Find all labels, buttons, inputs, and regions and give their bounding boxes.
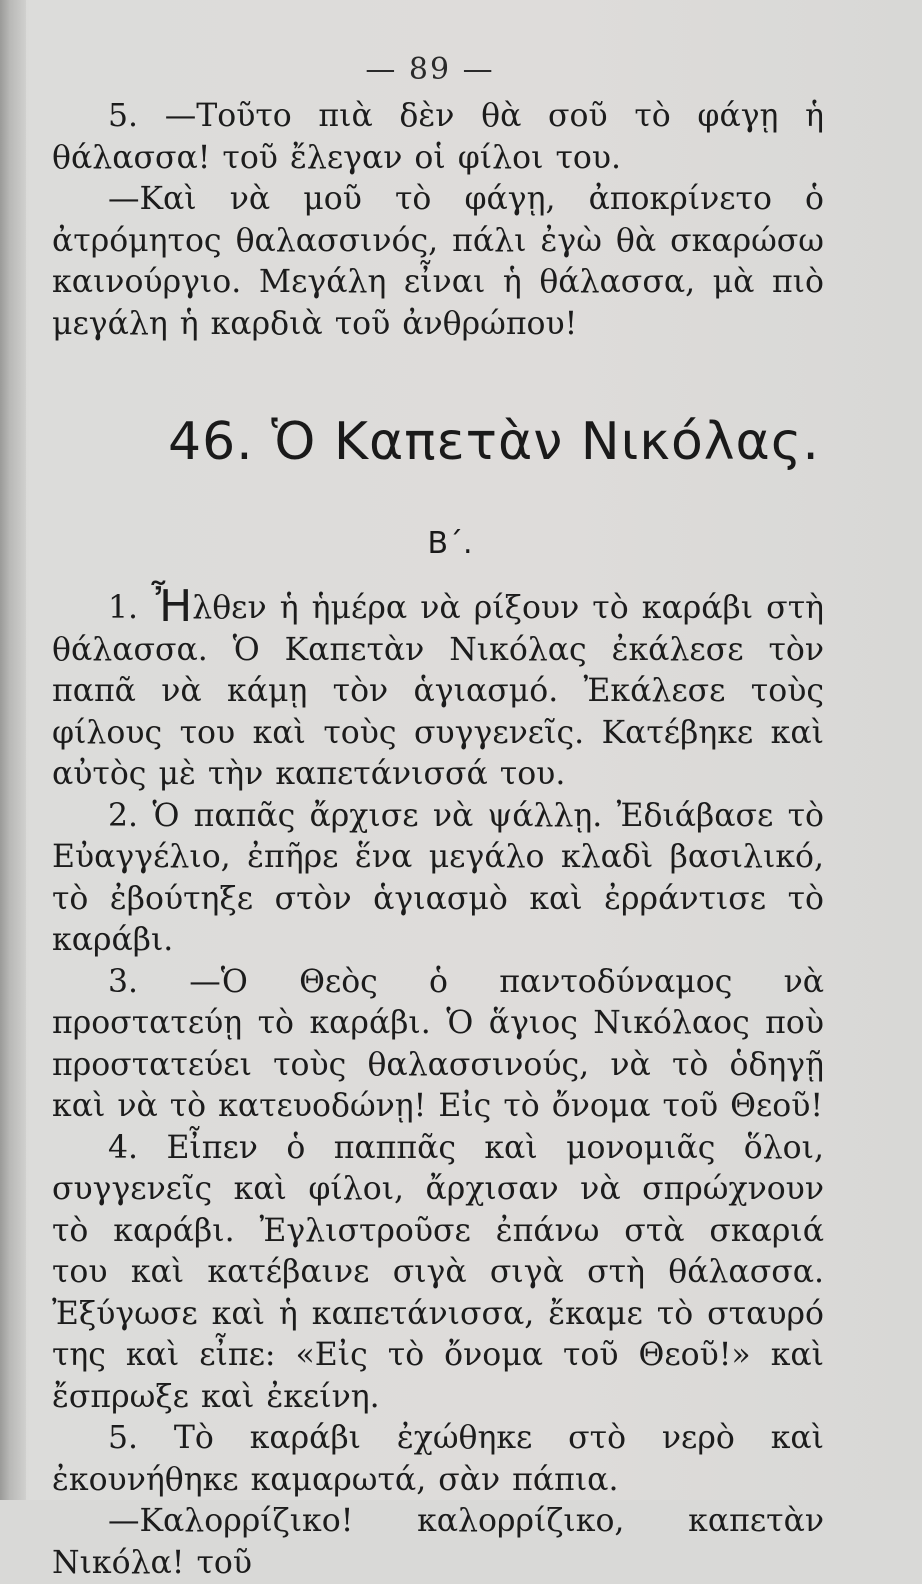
section-subtitle: Β΄. [427,526,473,561]
paragraph-1 [52,581,824,796]
paragraph-reply: —Καὶ νὰ μοῦ τὸ φάγῃ, ἀποκρίνετο ὁ ἀτρόμητος θαλασσινός, πάλι ἐγὼ θὰ σκαρώσω καινούργιο. Μεγάλη εἶναι ἡ θάλασσα, μὰ πιὸ μεγάλη ἡ καρδιὰ τοῦ ἀνθρώπου! [52,181,824,342]
text-block-main [52,581,824,1584]
text-block-top [52,96,824,345]
paragraph-dialogue: —Καλορρίζικο! καλορρίζικο, καπετὰν Νικόλα! τοῦ [52,1503,824,1581]
paragraph-2: 2. Ὁ παπᾶς ἄρχισε νὰ ψάλλῃ. Ἐδιάβασε τὸ Εὐαγγέλιο, ἐπῆρε ἕνα μεγάλο κλαδὶ βασιλικό, τὸ ἐβούτηξε στὸν ἁγιασμὸ καὶ ἐρράντισε τὸ καράβι. [52,797,824,958]
paragraph-4: 4. Εἶπεν ὁ παππᾶς καὶ μονομιᾶς ὅλοι, συγγενεῖς καὶ φίλοι, ἄρχισαν νὰ σπρώχνουν τὸ καράβι. Ἐγλιστροῦσε ἐπάνω στὰ σκαριά του καὶ κατέβαινε σιγὰ σιγὰ στὴ θάλασσα. Ἐξύγωσε καὶ ἡ καπετάνισσα, ἔκαμε τὸ σταυρό της καὶ εἶπε: «Εἰς τὸ ὄνομα τοῦ Θεοῦ!» καὶ ἔσπρωξε καὶ ἐκείνη. [52,1129,824,1415]
paragraph-1-text: λθεν ἡ ἡμέρα νὰ ρίξουν τὸ καράβι στὴ θάλασσα. Ὁ Καπετὰν Νικόλας ἐκάλεσε τὸν παπᾶ νὰ κάμῃ τὸν ἁγιασμό. Ἐκάλεσε τοὺς φίλους του καὶ τοὺς συγγενεῖς. Κατέβηκε καὶ αὐτὸς μὲ τὴν καπετάνισσά του. [52,590,824,792]
paragraph-1-number: 1. [108,590,139,626]
section-title: 46. Ὁ Καπετὰν Νικόλας. [168,412,820,472]
paragraph-5-top: 5. —Τοῦτο πιὰ δὲν θὰ σοῦ τὸ φάγῃ ἡ θάλασσα! τοῦ ἔλεγαν οἱ φίλοι του. [52,98,824,176]
paragraph-5: 5. Τὸ καράβι ἐχώθηκε στὸ νερὸ καὶ ἐκουνήθηκε καμαρωτά, σὰν πάπια. [52,1420,824,1498]
page-number: — 89 — [365,52,495,87]
drop-cap: Ἦ [151,581,193,632]
paragraph-3: 3. —Ὁ Θεὸς ὁ παντοδύναμος νὰ προστατεύῃ τὸ καράβι. Ὁ ἅγιος Νικόλαος ποὺ προστατεύει τοὺς θαλασσινούς, νὰ τὸ ὁδηγῇ καὶ νὰ τὸ κατευοδώνῃ! Εἰς τὸ ὄνομα τοῦ Θεοῦ! [52,963,824,1124]
page-gutter-shadow [0,0,26,1500]
